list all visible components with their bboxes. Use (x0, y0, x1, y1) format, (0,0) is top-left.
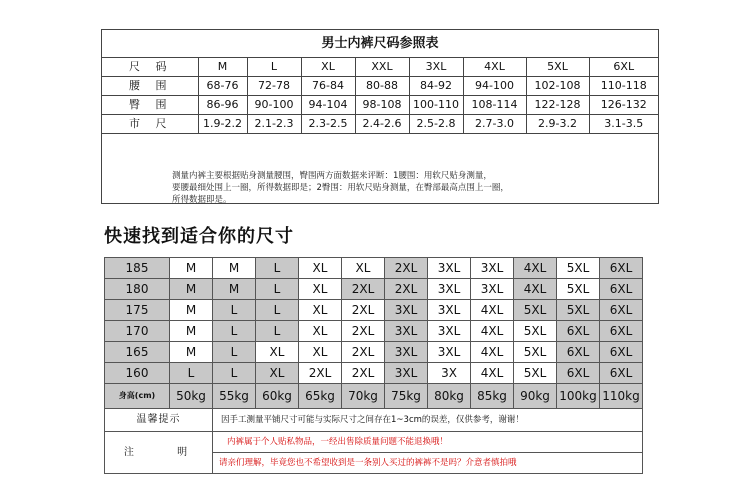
height-row (105, 300, 643, 321)
size-cell: 4XL (471, 363, 514, 384)
weight-row-label: 身高(cm) (105, 384, 170, 409)
size-cell: 3XL (385, 342, 428, 363)
weight-cell: 80kg (428, 384, 471, 409)
table-cell: 4XL (463, 58, 526, 77)
table-cell: 102-108 (526, 77, 589, 96)
row-label: 腰 围 (102, 77, 198, 96)
size-cell: 2XL (342, 363, 385, 384)
size-cell: 3XL (385, 363, 428, 384)
size-cell: 3XL (385, 300, 428, 321)
height-label: 165 (105, 342, 170, 363)
table-cell: 3XL (409, 58, 463, 77)
height-label: 170 (105, 321, 170, 342)
table-cell: 1.9-2.2 (198, 115, 247, 134)
table-cell: 2.3-2.5 (301, 115, 355, 134)
size-cell: XL (299, 321, 342, 342)
size-cell: XL (299, 300, 342, 321)
row-label: 尺 码 (102, 58, 198, 77)
table-cell: 98-108 (355, 96, 409, 115)
size-cell: 3X (428, 363, 471, 384)
size-cell: XL (299, 342, 342, 363)
size-cell: 3XL (471, 279, 514, 300)
table-cell: M (198, 58, 247, 77)
table-cell: 86-96 (198, 96, 247, 115)
size-cell: 3XL (471, 258, 514, 279)
table-cell: 94-100 (463, 77, 526, 96)
weight-row (105, 384, 643, 409)
height-row (105, 279, 643, 300)
size-cell: 6XL (600, 342, 643, 363)
size-cell: L (213, 342, 256, 363)
size-cell: L (256, 321, 299, 342)
row-label: 市 尺 (102, 115, 198, 134)
table-cell: 72-78 (247, 77, 301, 96)
size-header-row (102, 58, 658, 77)
shichi-row (102, 115, 658, 134)
table-cell: 2.9-3.2 (526, 115, 589, 134)
weight-cell: 75kg (385, 384, 428, 409)
table-cell: 122-128 (526, 96, 589, 115)
height-label: 175 (105, 300, 170, 321)
size-cell: M (213, 279, 256, 300)
size-cell: M (170, 342, 213, 363)
hip-row (102, 96, 658, 115)
row-label: 臀 围 (102, 96, 198, 115)
table-cell: 2.4-2.6 (355, 115, 409, 134)
measurement-note-line: 测量内裤主要根据贴身测量腰围，臀围两方面数据来评断：1腰围：用软尺贴身测量， (172, 171, 492, 181)
size-cell: 3XL (385, 321, 428, 342)
measurement-note (172, 170, 642, 206)
size-cell: 2XL (385, 279, 428, 300)
height-label: 160 (105, 363, 170, 384)
table-cell: 2.5-2.8 (409, 115, 463, 134)
table-cell: XL (301, 58, 355, 77)
height-row (105, 342, 643, 363)
size-cell: L (256, 258, 299, 279)
size-cell: 4XL (471, 342, 514, 363)
size-cell: 3XL (428, 321, 471, 342)
size-cell: 6XL (600, 300, 643, 321)
table-cell: 126-132 (589, 96, 658, 115)
table-cell: 76-84 (301, 77, 355, 96)
size-cell: L (213, 300, 256, 321)
height-row (105, 258, 643, 279)
size-cell: 4XL (514, 279, 557, 300)
size-cell: 5XL (514, 300, 557, 321)
size-cell: 6XL (600, 258, 643, 279)
table-cell: L (247, 58, 301, 77)
note-row (105, 432, 643, 453)
table-cell: 2.1-2.3 (247, 115, 301, 134)
weight-cell: 70kg (342, 384, 385, 409)
size-cell: 5XL (514, 363, 557, 384)
table-cell: 90-100 (247, 96, 301, 115)
weight-cell: 110kg (600, 384, 643, 409)
table-cell: 5XL (526, 58, 589, 77)
size-cell: 2XL (385, 258, 428, 279)
weight-cell: 55kg (213, 384, 256, 409)
table-cell: 80-88 (355, 77, 409, 96)
size-cell: M (170, 258, 213, 279)
weight-cell: 50kg (170, 384, 213, 409)
height-label: 185 (105, 258, 170, 279)
weight-cell: 90kg (514, 384, 557, 409)
size-cell: 5XL (514, 321, 557, 342)
table-cell: XXL (355, 58, 409, 77)
size-cell: 2XL (342, 321, 385, 342)
size-cell: XL (256, 363, 299, 384)
tip-label: 温馨提示 (105, 409, 213, 432)
size-cell: XL (299, 258, 342, 279)
table-cell: 84-92 (409, 77, 463, 96)
size-cell: 4XL (471, 321, 514, 342)
size-chart-title: 男士内裤尺码参照表 (102, 30, 658, 58)
size-cell: 5XL (557, 258, 600, 279)
size-cell: 2XL (299, 363, 342, 384)
waist-row (102, 77, 658, 96)
table-cell: 6XL (589, 58, 658, 77)
table-cell: 94-104 (301, 96, 355, 115)
size-cell: 5XL (557, 300, 600, 321)
measurement-note-line: 所得数据即是。 (172, 195, 232, 205)
size-cell: L (170, 363, 213, 384)
weight-cell: 60kg (256, 384, 299, 409)
size-cell: L (256, 300, 299, 321)
size-cell: L (213, 363, 256, 384)
size-cell: 5XL (514, 342, 557, 363)
height-row (105, 321, 643, 342)
note-label: 注 明 (105, 432, 213, 474)
size-cell: 3XL (428, 258, 471, 279)
table-cell: 100-110 (409, 96, 463, 115)
table-cell: 108-114 (463, 96, 526, 115)
size-cell: 2XL (342, 342, 385, 363)
measurement-note-line: 要腰最细处围上一圈，所得数据即是；2臀围：用软尺贴身测量，在臀部最高点围上一圈， (172, 183, 509, 193)
size-cell: M (170, 321, 213, 342)
size-cell: 6XL (600, 363, 643, 384)
size-cell: 6XL (557, 363, 600, 384)
size-chart (101, 29, 659, 204)
size-cell: 6XL (600, 321, 643, 342)
size-cell: XL (342, 258, 385, 279)
height-label: 180 (105, 279, 170, 300)
size-cell: 4XL (471, 300, 514, 321)
size-cell: M (213, 258, 256, 279)
size-cell: 6XL (557, 342, 600, 363)
table-cell: 110-118 (589, 77, 658, 96)
return-policy-note: 内裤属于个人贴私物品，一经出售除质量问题不能退换哦！ (213, 432, 643, 453)
size-cell: 3XL (428, 342, 471, 363)
size-cell: 3XL (428, 300, 471, 321)
size-cell: L (256, 279, 299, 300)
size-cell: 6XL (600, 279, 643, 300)
tip-row (105, 409, 643, 432)
size-cell: 6XL (557, 321, 600, 342)
weight-cell: 65kg (299, 384, 342, 409)
size-cell: 5XL (557, 279, 600, 300)
tip-text: 因手工测量平铺尺寸可能与实际尺寸之间存在1~3cm的误差，仅供参考，谢谢！ (213, 409, 643, 432)
size-cell: M (170, 279, 213, 300)
table-cell: 2.7-3.0 (463, 115, 526, 134)
weight-cell: 100kg (557, 384, 600, 409)
size-cell: 2XL (342, 300, 385, 321)
size-cell: M (170, 300, 213, 321)
understanding-note: 请亲们理解，毕竟您也不希望收到是一条别人买过的裤裤不是吗？介意者慎拍哦 (213, 453, 643, 474)
size-cell: 2XL (342, 279, 385, 300)
size-chart-table (102, 57, 658, 134)
height-row (105, 363, 643, 384)
size-cell: L (213, 321, 256, 342)
size-cell: XL (256, 342, 299, 363)
table-cell: 68-76 (198, 77, 247, 96)
size-cell: XL (299, 279, 342, 300)
weight-cell: 85kg (471, 384, 514, 409)
fit-heading: 快速找到适合你的尺寸 (104, 226, 294, 247)
table-cell: 3.1-3.5 (589, 115, 658, 134)
size-cell: 4XL (514, 258, 557, 279)
fit-grid (104, 257, 643, 474)
size-cell: 3XL (428, 279, 471, 300)
